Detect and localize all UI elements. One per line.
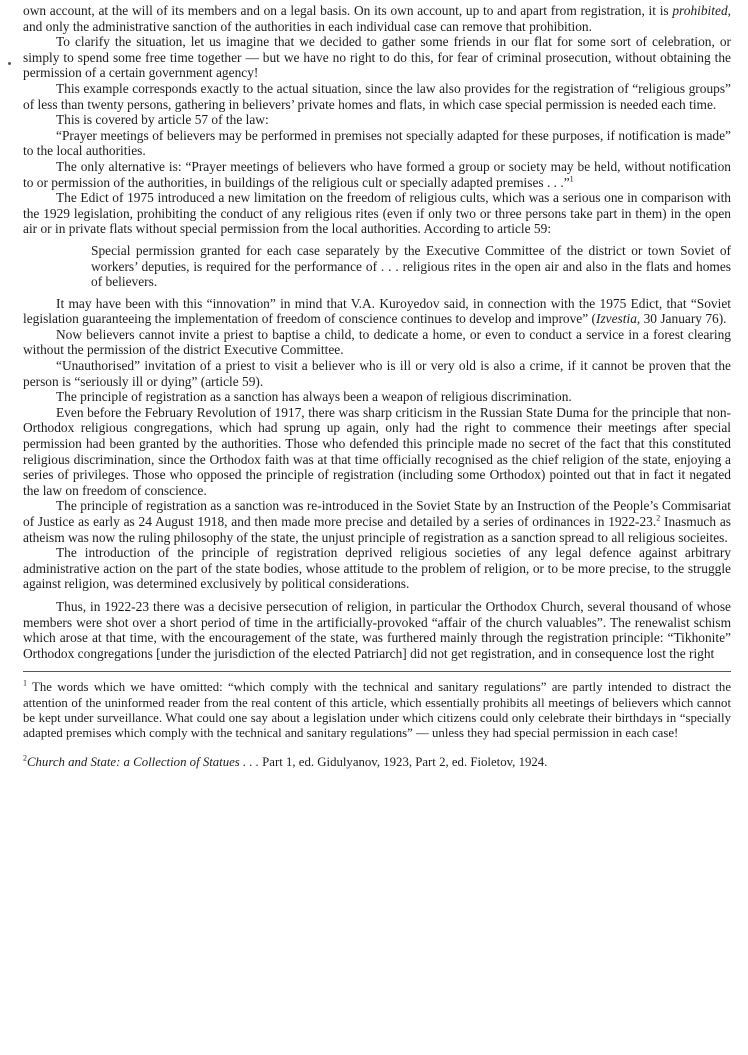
- paragraph-12: The principle of registration as a sanction has always been a weapon of religious discrimination.: [56, 389, 572, 405]
- paragraph-9-text-a: It may have been with this “innovation” in mind that V.A. Kuroyedov said, in connection with the 1975 Edict, that “Soviet legislation guaranteeing the implementation of freedom of conscience continues to develop and improve” (: [23, 295, 731, 327]
- footnote-ref-2: 2: [656, 513, 661, 523]
- paragraph-6-text: The only alternative is: “Prayer meetings of believers who have formed a group or society may be held, without notification to or permission of the authorities, in buildings of the religious cult or specially adapted premises . . .”: [23, 158, 731, 190]
- paragraph-3: This example corresponds exactly to the actual situation, since the law also provides for the registration of “religious groups” of less than twenty persons, gathering in believers’ private homes and flats, in which case special permission is needed each time.: [23, 80, 731, 112]
- footnote-ref-1: 1: [569, 174, 574, 184]
- footnote-1: [23, 680, 731, 741]
- paragraph-13: Even before the February Revolution of 1917, there was sharp criticism in the Russian State Duma for the principle that non-Orthodox religious congregations, which had sprung up again, only had the right to commence their meetings after special permission had been granted by the authorities. Those who defended this principle made no secret of the fact that this constituted religious discrimination, since the Orthodox faith was at that time officially recognised as the chief religion of the state, enjoying a series of privileges. Those who opposed the principle of registration (including some Orthodox) pointed out that in fact it negated the law on freedom of conscience.: [23, 404, 731, 498]
- paragraph-1-emphasis: prohibited: [672, 3, 728, 18]
- paragraph-16: Thus, in 1922-23 there was a decisive persecution of religion, in particular the Orthodox Church, several thousand of whose members were shot over a short period of time in the artificially-provoked “affair of the church valuables”. The renewalist schism which arose at that time, with the encouragement of the state, was furthered mainly through the registration principle: “Tikhonite” Orthodox congregations [under the jurisdiction of the elected Patriarch] did not get registration, and in consequence lost the right: [23, 598, 731, 661]
- paragraph-9-text-b: , 30 January 76).: [636, 311, 727, 327]
- scan-speck: [8, 62, 11, 65]
- paragraph-1: [23, 3, 731, 34]
- footnote-2-text: Part 1, ed. Gidulyanov, 1923, Part 2, ed. Fioletov, 1924.: [258, 755, 548, 770]
- paragraph-9-source: Izvestia: [596, 311, 637, 327]
- paragraph-9: [23, 296, 731, 327]
- paragraph-7: The Edict of 1975 introduced a new limitation on the freedom of religious cults, which was a serious one in comparison with the 1929 legislation, prohibiting the conduct of any religious rites (even if only two or three persons take part in them) in the open air or in private flats without special permission from the local authorities. According to article 59:: [23, 190, 731, 237]
- footnote-2-mark: 2: [23, 753, 27, 763]
- paragraph-15: The introduction of the principle of registration deprived religious societies of any legal defence against arbitrary administrative action on the part of the state bodies, whose attitude to the problem of religion, or to be more precise, to the struggle against religion, was determined exclusively by political considerations.: [23, 545, 731, 592]
- footnote-2-title: Church and State: a Collection of Statues . . .: [27, 755, 259, 770]
- paragraph-14-text-b: Inasmuch as atheism was now the ruling philosophy of the state, the unjust principle of registration as a sanction spread to all religious socieites.: [23, 514, 731, 545]
- paragraph-14: [23, 498, 731, 545]
- paragraph-5: “Prayer meetings of believers may be performed in premises not specially adapted for these purposes, if notification is made” to the local authorities.: [23, 127, 731, 159]
- block-quote: Special permission granted for each case separately by the Executive Committee of the district or town Soviet of workers’ deputies, is required for the performance of . . . religious rites in the open air and also in the flats and homes of believers.: [91, 242, 731, 290]
- paragraph-14-text-a: The principle of registration as a sanction was re-introduced in the Soviet State by an Instruction of the People’s Commisariat of Justice as early as 24 August 1918, and then made more precise and detailed by a series of ordinances in 1922-23.: [23, 498, 731, 529]
- paragraph-2: To clarify the situation, let us imagine that we decided to gather some friends in our flat for some sort of celebration, or simply to spend some free time together — but we have no right to do this, for fear of criminal prosecution, without obtaining the permission of a certain government agency!: [23, 34, 731, 81]
- footnote-1-text: The words which we have omitted: “which comply with the technical and sanitary regulations” are partly intended to distract the attention of the uninformed reader from the real content of this article, which essentially prohibits all meetings of believers which cannot be kept under surveillance. What could one say about a legislation under which citizens could only celebrate their birthdays in “specially adapted premises which comply with the technical and sanitary regulations” — unless they had special permission in each case!: [23, 680, 731, 740]
- footnote-1-mark: 1: [23, 679, 27, 689]
- footnote-2: [23, 755, 731, 770]
- paragraph-1-text-b: , and only the administrative sanction of the authorities in each individual case can remove that prohibition.: [23, 3, 731, 34]
- paragraph-11: “Unauthorised” invitation of a priest to visit a believer who is ill or very old is also a crime, if it cannot be proven that the person is “seriously ill or dying” (article 59).: [23, 358, 731, 389]
- paragraph-6: [23, 159, 731, 190]
- footnote-divider: [23, 671, 731, 672]
- paragraph-10: Now believers cannot invite a priest to baptise a child, to dedicate a home, or even to conduct a service in a forest clearing without the permission of the district Executive Committee.: [23, 326, 731, 358]
- paragraph-4: This is covered by article 57 of the law:: [56, 112, 269, 128]
- paragraph-1-text-a: own account, at the will of its members and on a legal basis. On its own account, up to and apart from registration, it is: [23, 3, 673, 18]
